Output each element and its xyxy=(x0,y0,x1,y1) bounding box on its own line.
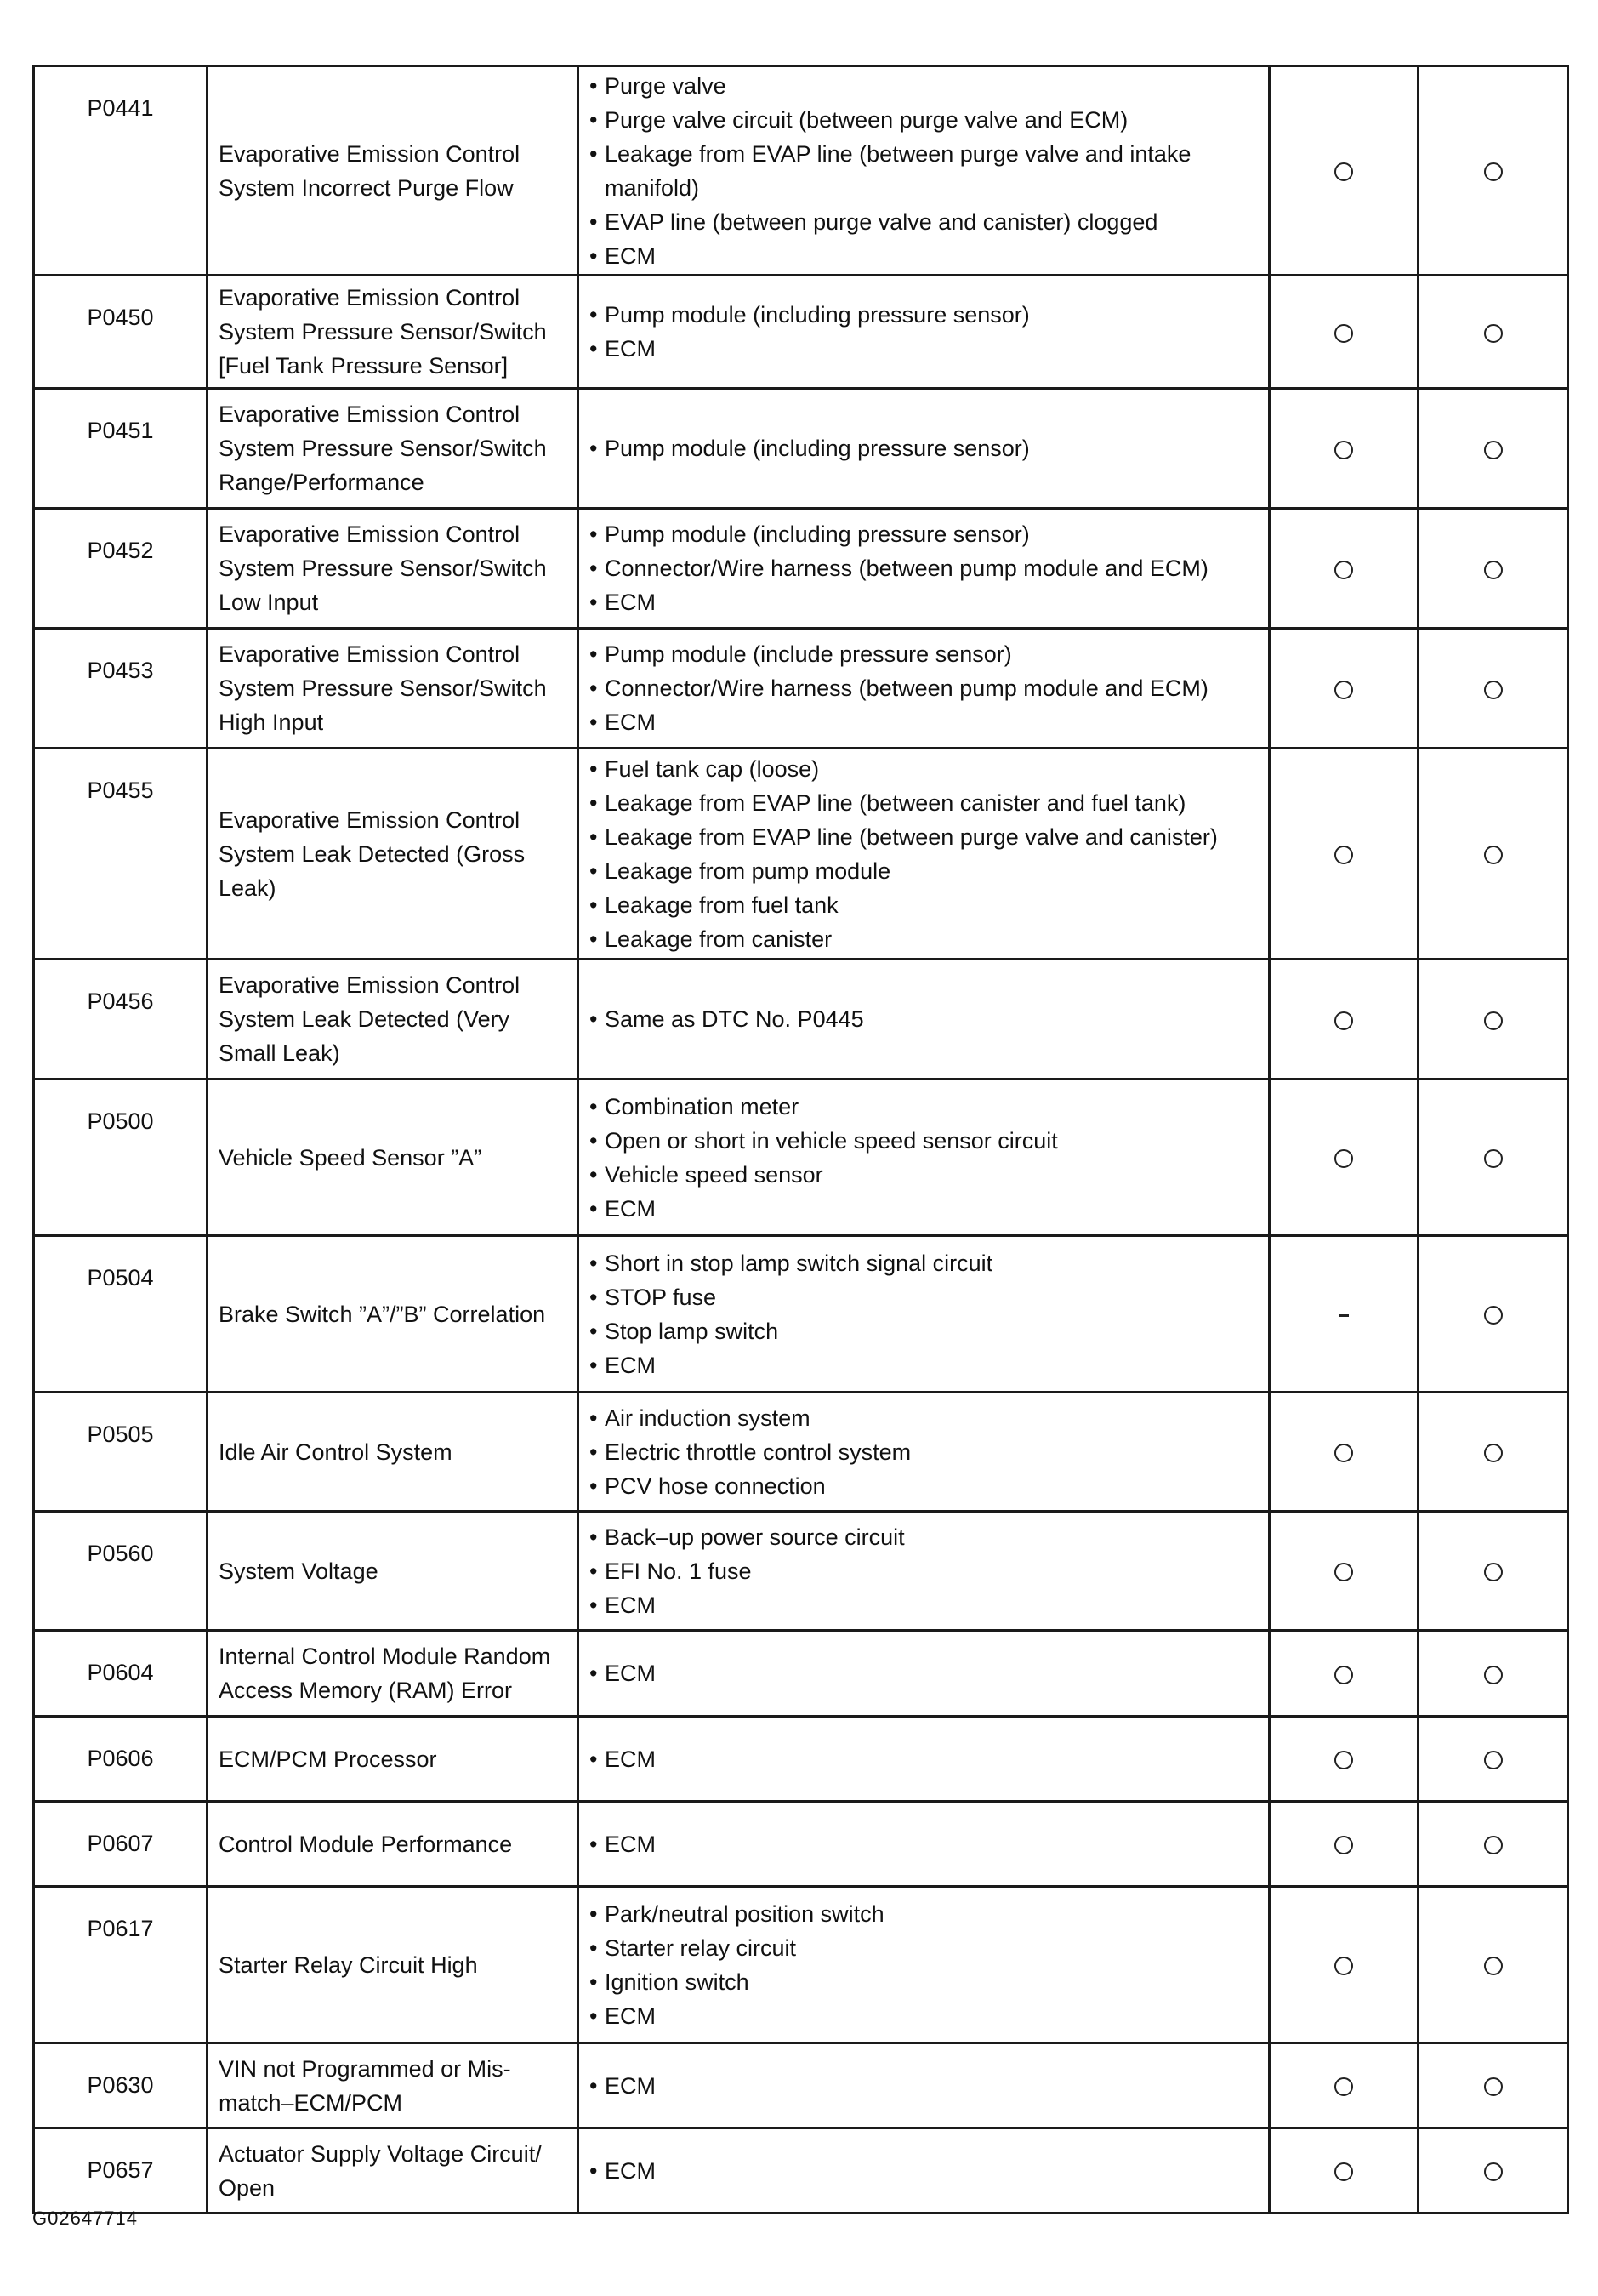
table-row xyxy=(34,2043,1568,2128)
table-row xyxy=(34,66,1568,276)
memory-cell xyxy=(1419,1887,1568,2043)
memory-cell xyxy=(1419,1802,1568,1887)
trouble-area-item: • Electric throttle control system xyxy=(588,1435,1261,1469)
dtc-code: P0456 xyxy=(34,960,208,1080)
circle-icon xyxy=(1334,846,1353,864)
trouble-area-item: • ECM xyxy=(588,239,1261,273)
trouble-area-item: • ECM xyxy=(588,585,1261,619)
memory-cell xyxy=(1419,2128,1568,2213)
trouble-area-item: • Combination meter xyxy=(588,1090,1261,1124)
trouble-area-item: • ECM xyxy=(588,2154,1261,2188)
table-row xyxy=(34,2128,1568,2213)
trouble-area-item: • Purge valve circuit (between purge valve and ECM) xyxy=(588,103,1261,137)
dtc-code: P0617 xyxy=(34,1887,208,2043)
trouble-areas xyxy=(578,1802,1270,1887)
detection-item: System Voltage xyxy=(208,1512,578,1631)
dtc-code: P0452 xyxy=(34,509,208,629)
trouble-area-list xyxy=(588,2154,1261,2188)
circle-icon xyxy=(1484,1836,1503,1854)
circle-icon xyxy=(1334,561,1353,579)
dtc-code: P0451 xyxy=(34,389,208,509)
memory-cell xyxy=(1419,1080,1568,1236)
circle-icon xyxy=(1484,1751,1503,1769)
trouble-area-item: • ECM xyxy=(588,705,1261,739)
memory-cell xyxy=(1419,66,1568,276)
memory-cell xyxy=(1419,276,1568,389)
trouble-area-item: • ECM xyxy=(588,332,1261,366)
trouble-area-item: • Pump module (include pressure sensor) xyxy=(588,637,1261,671)
trouble-area-item: • Leakage from EVAP line (between canister and fuel tank) xyxy=(588,786,1261,820)
trouble-area-list xyxy=(588,1246,1261,1382)
circle-icon xyxy=(1334,2077,1353,2096)
trouble-area-list xyxy=(588,1401,1261,1503)
circle-icon xyxy=(1334,1011,1353,1030)
circle-icon xyxy=(1484,1306,1503,1325)
circle-icon xyxy=(1484,1957,1503,1975)
trouble-area-item: • ECM xyxy=(588,1348,1261,1382)
figure-id: G02647714 xyxy=(32,2208,138,2229)
trouble-area-item: • Leakage from EVAP line (between purge valve and intake manifold) xyxy=(588,137,1261,205)
detection-item: Evaporative Emission Control System Incorrect Purge Flow xyxy=(208,66,578,276)
dtc-code: P0630 xyxy=(34,2043,208,2128)
trouble-area-item: • EVAP line (between purge valve and canister) clogged xyxy=(588,205,1261,239)
circle-icon xyxy=(1334,1563,1353,1581)
trouble-areas xyxy=(578,2128,1270,2213)
dtc-code: P0500 xyxy=(34,1080,208,1236)
memory-cell xyxy=(1419,1717,1568,1802)
circle-icon xyxy=(1484,846,1503,864)
trouble-area-list xyxy=(588,517,1261,619)
circle-icon xyxy=(1334,324,1353,343)
memory-cell xyxy=(1419,1631,1568,1717)
table-row xyxy=(34,629,1568,749)
circle-icon xyxy=(1484,1666,1503,1684)
detection-item: Evaporative Emission Control System Pressure Sensor/Switch Range/Performance xyxy=(208,389,578,509)
trouble-area-item: • Fuel tank cap (loose) xyxy=(588,752,1261,786)
trouble-area-item: • Leakage from canister xyxy=(588,922,1261,956)
mil-cell xyxy=(1270,389,1419,509)
memory-cell xyxy=(1419,1236,1568,1393)
trouble-areas xyxy=(578,1393,1270,1512)
trouble-area-item: • ECM xyxy=(588,2069,1261,2103)
circle-icon xyxy=(1334,1444,1353,1462)
mil-cell xyxy=(1270,2128,1419,2213)
table-row xyxy=(34,389,1568,509)
detection-item: ECM/PCM Processor xyxy=(208,1717,578,1802)
trouble-area-item: • Same as DTC No. P0445 xyxy=(588,1002,1261,1036)
detection-item: Evaporative Emission Control System Leak Detected (Gross Leak) xyxy=(208,749,578,960)
trouble-areas xyxy=(578,749,1270,960)
table-row xyxy=(34,749,1568,960)
circle-icon xyxy=(1334,441,1353,459)
detection-item: Evaporative Emission Control System Leak Detected (Very Small Leak) xyxy=(208,960,578,1080)
trouble-area-item: • Connector/Wire harness (between pump module and ECM) xyxy=(588,671,1261,705)
detection-item: Vehicle Speed Sensor ”A” xyxy=(208,1080,578,1236)
dtc-table xyxy=(32,65,1569,2214)
memory-cell xyxy=(1419,749,1568,960)
circle-icon xyxy=(1484,1444,1503,1462)
table-row xyxy=(34,1631,1568,1717)
mil-cell xyxy=(1270,1512,1419,1631)
mil-cell xyxy=(1270,960,1419,1080)
trouble-area-item: • PCV hose connection xyxy=(588,1469,1261,1503)
detection-item: Actuator Supply Voltage Circuit/ Open xyxy=(208,2128,578,2213)
detection-item: Evaporative Emission Control System Pressure Sensor/Switch Low Input xyxy=(208,509,578,629)
dtc-code: P0455 xyxy=(34,749,208,960)
trouble-areas xyxy=(578,1080,1270,1236)
trouble-areas xyxy=(578,629,1270,749)
circle-icon xyxy=(1484,324,1503,343)
table-row xyxy=(34,1887,1568,2043)
mil-cell xyxy=(1270,1236,1419,1393)
detection-item: Evaporative Emission Control System Pressure Sensor/Switch [Fuel Tank Pressure Sensor] xyxy=(208,276,578,389)
detection-item: Starter Relay Circuit High xyxy=(208,1887,578,2043)
dtc-code: P0606 xyxy=(34,1717,208,1802)
trouble-area-item: • ECM xyxy=(588,1999,1261,2033)
memory-cell xyxy=(1419,1393,1568,1512)
dtc-code: P0441 xyxy=(34,66,208,276)
table-row xyxy=(34,1512,1568,1631)
memory-cell xyxy=(1419,509,1568,629)
trouble-area-item: • Stop lamp switch xyxy=(588,1314,1261,1348)
circle-icon xyxy=(1334,162,1353,181)
trouble-area-list xyxy=(588,1090,1261,1226)
trouble-area-item: • Connector/Wire harness (between pump module and ECM) xyxy=(588,551,1261,585)
circle-icon xyxy=(1334,681,1353,699)
mil-cell xyxy=(1270,1802,1419,1887)
trouble-area-item: • Air induction system xyxy=(588,1401,1261,1435)
trouble-area-item: • Leakage from fuel tank xyxy=(588,888,1261,922)
circle-icon xyxy=(1334,1666,1353,1684)
trouble-area-item: • Ignition switch xyxy=(588,1965,1261,1999)
trouble-area-item: • Park/neutral position switch xyxy=(588,1897,1261,1931)
table-row xyxy=(34,960,1568,1080)
trouble-areas xyxy=(578,1717,1270,1802)
trouble-areas xyxy=(578,276,1270,389)
circle-icon xyxy=(1484,2077,1503,2096)
mil-cell xyxy=(1270,629,1419,749)
trouble-area-item: • Starter relay circuit xyxy=(588,1931,1261,1965)
trouble-area-list xyxy=(588,1002,1261,1036)
trouble-area-item: • Short in stop lamp switch signal circuit xyxy=(588,1246,1261,1280)
trouble-areas xyxy=(578,509,1270,629)
trouble-areas xyxy=(578,66,1270,276)
trouble-areas xyxy=(578,1887,1270,2043)
circle-icon xyxy=(1484,441,1503,459)
table-row xyxy=(34,1802,1568,1887)
trouble-area-list xyxy=(588,298,1261,366)
table-row xyxy=(34,1393,1568,1512)
dtc-code: P0560 xyxy=(34,1512,208,1631)
trouble-area-item: • STOP fuse xyxy=(588,1280,1261,1314)
table-row xyxy=(34,1080,1568,1236)
mil-cell xyxy=(1270,66,1419,276)
trouble-area-list xyxy=(588,1897,1261,2033)
trouble-area-item: • ECM xyxy=(588,1742,1261,1776)
mil-cell xyxy=(1270,749,1419,960)
trouble-area-item: • Leakage from pump module xyxy=(588,854,1261,888)
trouble-area-list xyxy=(588,1656,1261,1690)
trouble-area-list xyxy=(588,1742,1261,1776)
table-row xyxy=(34,1717,1568,1802)
trouble-area-list xyxy=(588,2069,1261,2103)
dtc-code: P0657 xyxy=(34,2128,208,2213)
table-row xyxy=(34,509,1568,629)
circle-icon xyxy=(1484,1011,1503,1030)
circle-icon xyxy=(1334,1836,1353,1854)
circle-icon xyxy=(1484,1563,1503,1581)
mil-cell xyxy=(1270,1080,1419,1236)
trouble-area-item: • Pump module (including pressure sensor) xyxy=(588,298,1261,332)
detection-item: Internal Control Module Random Access Memory (RAM) Error xyxy=(208,1631,578,1717)
trouble-area-item: • Back–up power source circuit xyxy=(588,1520,1261,1554)
trouble-area-list xyxy=(588,1520,1261,1622)
trouble-area-list xyxy=(588,752,1261,956)
memory-cell xyxy=(1419,1512,1568,1631)
trouble-areas xyxy=(578,1512,1270,1631)
trouble-area-item: • Purge valve xyxy=(588,69,1261,103)
memory-cell xyxy=(1419,2043,1568,2128)
circle-icon xyxy=(1334,1751,1353,1769)
dash-icon xyxy=(1339,1314,1349,1317)
trouble-area-item: • Leakage from EVAP line (between purge valve and canister) xyxy=(588,820,1261,854)
circle-icon xyxy=(1334,2162,1353,2181)
mil-cell xyxy=(1270,2043,1419,2128)
dtc-table-body xyxy=(34,66,1568,2213)
mil-cell xyxy=(1270,1717,1419,1802)
circle-icon xyxy=(1484,1149,1503,1168)
dtc-code: P0504 xyxy=(34,1236,208,1393)
trouble-areas xyxy=(578,2043,1270,2128)
mil-cell xyxy=(1270,1631,1419,1717)
circle-icon xyxy=(1484,561,1503,579)
trouble-area-item: • EFI No. 1 fuse xyxy=(588,1554,1261,1588)
detection-item: Evaporative Emission Control System Pressure Sensor/Switch High Input xyxy=(208,629,578,749)
circle-icon xyxy=(1334,1957,1353,1975)
dtc-code: P0604 xyxy=(34,1631,208,1717)
mil-cell xyxy=(1270,1887,1419,2043)
detection-item: Control Module Performance xyxy=(208,1802,578,1887)
mil-cell xyxy=(1270,509,1419,629)
trouble-area-list xyxy=(588,1827,1261,1861)
trouble-area-item: • ECM xyxy=(588,1656,1261,1690)
circle-icon xyxy=(1484,681,1503,699)
trouble-area-item: • Pump module (including pressure sensor) xyxy=(588,431,1261,465)
memory-cell xyxy=(1419,389,1568,509)
trouble-area-list xyxy=(588,637,1261,739)
trouble-area-list xyxy=(588,69,1261,273)
circle-icon xyxy=(1484,162,1503,181)
detection-item: Brake Switch ”A”/”B” Correlation xyxy=(208,1236,578,1393)
circle-icon xyxy=(1484,2162,1503,2181)
trouble-area-list xyxy=(588,431,1261,465)
trouble-areas xyxy=(578,960,1270,1080)
memory-cell xyxy=(1419,629,1568,749)
trouble-area-item: • Vehicle speed sensor xyxy=(588,1158,1261,1192)
dtc-code: P0453 xyxy=(34,629,208,749)
dtc-code: P0607 xyxy=(34,1802,208,1887)
table-row xyxy=(34,1236,1568,1393)
trouble-area-item: • ECM xyxy=(588,1588,1261,1622)
memory-cell xyxy=(1419,960,1568,1080)
trouble-areas xyxy=(578,1631,1270,1717)
circle-icon xyxy=(1334,1149,1353,1168)
table-row xyxy=(34,276,1568,389)
trouble-areas xyxy=(578,389,1270,509)
detection-item: VIN not Programmed or Mis-match–ECM/PCM xyxy=(208,2043,578,2128)
detection-item: Idle Air Control System xyxy=(208,1393,578,1512)
dtc-code: P0505 xyxy=(34,1393,208,1512)
trouble-areas xyxy=(578,1236,1270,1393)
trouble-area-item: • Pump module (including pressure sensor) xyxy=(588,517,1261,551)
mil-cell xyxy=(1270,1393,1419,1512)
dtc-code: P0450 xyxy=(34,276,208,389)
trouble-area-item: • ECM xyxy=(588,1192,1261,1226)
trouble-area-item: • ECM xyxy=(588,1827,1261,1861)
trouble-area-item: • Open or short in vehicle speed sensor circuit xyxy=(588,1124,1261,1158)
mil-cell xyxy=(1270,276,1419,389)
